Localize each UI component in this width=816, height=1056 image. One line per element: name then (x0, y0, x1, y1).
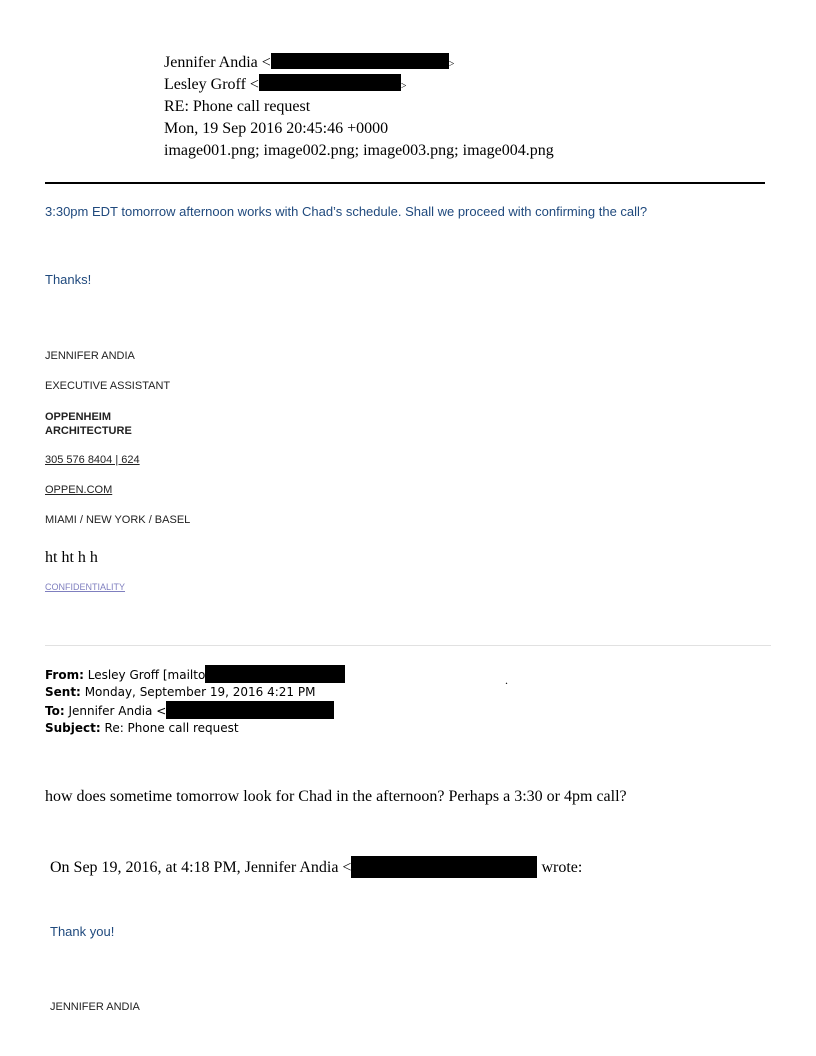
confidentiality-link[interactable]: CONFIDENTIALITY (45, 582, 126, 592)
header-date-value: Mon, 19 Sep 2016 20:45:46 +0000 (164, 120, 389, 137)
quoted-signature-name: JENNIFER ANDIA (50, 1001, 140, 1013)
header-to-value (164, 74, 407, 98)
quoted-subject-value: Re: Phone call request (104, 721, 239, 735)
quoted-sent-label: Sent: (45, 685, 81, 699)
header-to-tail: > (400, 81, 407, 92)
header-to-text: Lesley Groff < (164, 76, 259, 93)
quoted-on-line (50, 856, 582, 878)
quoted-subject-label: Subject: (45, 721, 101, 735)
stray-dot: . (505, 673, 508, 687)
quoted-to-row (45, 701, 334, 720)
header-from-value (164, 52, 454, 76)
reply-line: 3:30pm EDT tomorrow afternoon works with Chad’s schedule. Shall we proceed with confirming the call? (45, 204, 648, 219)
redaction-bar (271, 53, 449, 69)
quoted-subject-row (45, 719, 239, 737)
redaction-bar (259, 74, 401, 91)
quoted-from-row (45, 665, 345, 684)
quoted-body: how does sometime tomorrow look for Chad in the afternoon? Perhaps a 3:30 or 4pm call? (45, 788, 627, 805)
quoted-on-line-prefix: On Sep 19, 2016, at 4:18 PM, Jennifer Andia < (50, 859, 352, 876)
header-from-tail: > (448, 59, 455, 70)
signature-company-line2: ARCHITECTURE (45, 425, 132, 437)
quoted-from-value: Lesley Groff [mailto (87, 668, 206, 682)
signature-website-link[interactable]: OPPEN.COM (45, 484, 113, 496)
quoted-sent-row (45, 683, 315, 701)
header-subject-value: RE: Phone call request (164, 98, 311, 115)
quoted-on-line-suffix: wrote: (541, 859, 583, 876)
signature-name: JENNIFER ANDIA (45, 350, 135, 362)
redaction-bar (351, 856, 537, 878)
signature-company-line1: OPPENHEIM (45, 411, 112, 423)
signature-locations: MIAMI / NEW YORK / BASEL (45, 514, 191, 526)
header-from-text: Jennifer Andia < (164, 54, 271, 71)
quoted-to-value: Jennifer Andia < (68, 704, 167, 718)
quote-divider (45, 645, 771, 646)
header-inline-images-value: image001.png; image002.png; image003.png; image004.png (164, 142, 554, 159)
quoted-sent-value: Monday, September 19, 2016 4:21 PM (84, 685, 316, 699)
redaction-bar (205, 665, 345, 683)
signature-phone-link[interactable]: 305 576 8404 | 624 (45, 454, 140, 466)
redaction-bar (166, 701, 334, 719)
signature-company (45, 410, 132, 438)
header-divider (45, 182, 765, 184)
reply-thanks: Thanks! (45, 272, 92, 287)
quoted-thank-you: Thank you! (50, 924, 115, 939)
quoted-from-label: From: (45, 668, 84, 682)
quoted-to-label: To: (45, 704, 65, 718)
signature-title: EXECUTIVE ASSISTANT (45, 380, 171, 392)
signature-garbled-text: ht ht h h (45, 549, 98, 566)
